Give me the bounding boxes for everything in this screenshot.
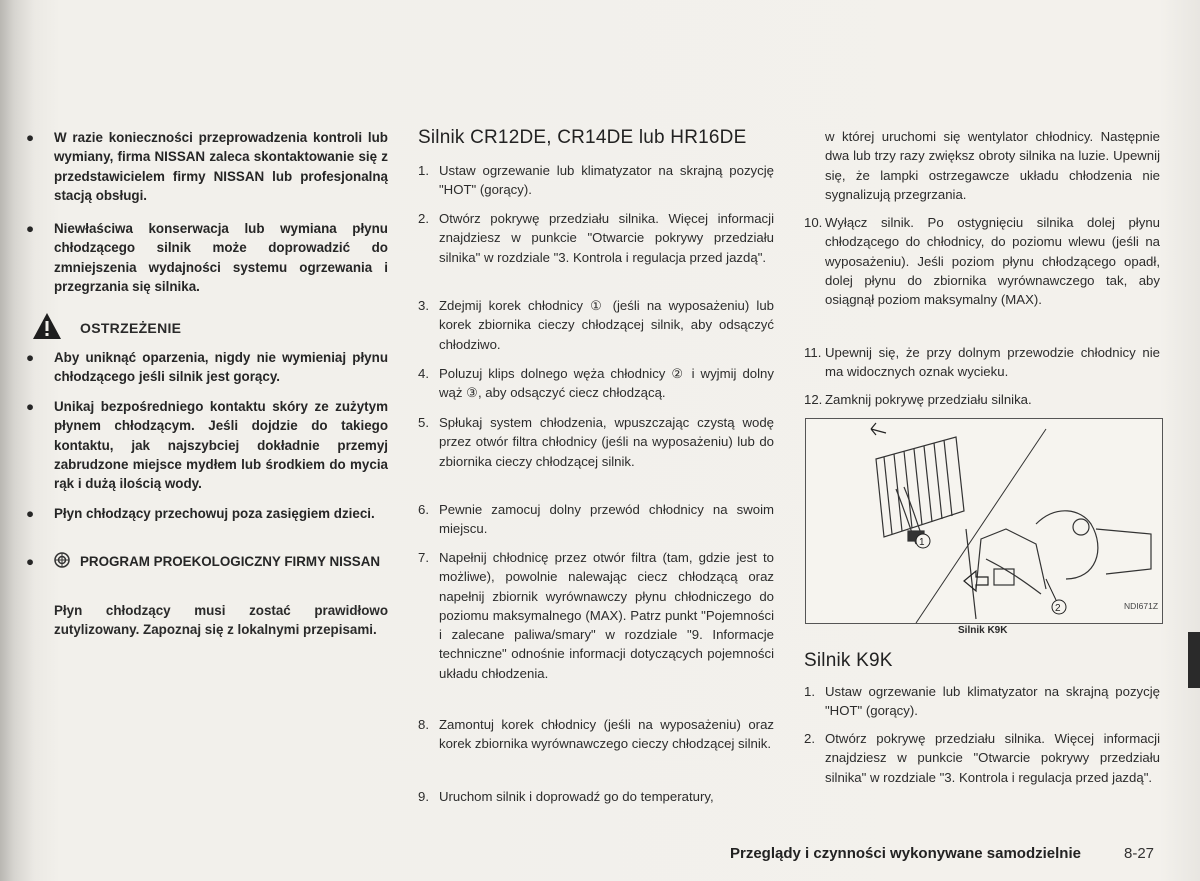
step-item	[804, 390, 1160, 409]
step-number: 2.	[418, 211, 429, 226]
figure-caption: Silnik K9K	[958, 625, 1008, 636]
step-number: 6.	[418, 502, 429, 517]
chapter-tab	[1188, 632, 1200, 688]
step-text: Poluzuj klips dolnego węża chłodnicy ② i wyjmij dolny wąż ③, aby odsączyć ciecz chłodzącą.	[439, 366, 774, 401]
step-number: 10.	[804, 215, 823, 230]
figure-code: NDI671Z	[1124, 601, 1159, 611]
warning-bullet	[28, 504, 388, 523]
step-text: Ustaw ogrzewanie lub klimatyzator na skrajną pozycję "HOT" (gorący).	[825, 684, 1160, 719]
step-number: 1.	[418, 163, 429, 178]
section-heading: Silnik K9K	[804, 650, 893, 671]
step-number: 5.	[418, 415, 429, 430]
warning-text: Unikaj bezpośredniego kontaktu skóry ze zużytym płynem chłodzącym. Jeśli dojdzie do takiego kontaktu, jak najszybciej dokładnie przemyj zabrudzone miejsce mydłem lub środkiem do mycia rąk i dużą ilością wody.	[54, 399, 388, 492]
section-heading: Silnik CR12DE, CR14DE lub HR16DE	[418, 127, 747, 148]
step-text: Zdejmij korek chłodnicy ① (jeśli na wyposażeniu) lub korek zbiornika cieczy chłodzącej silnik, aby odsączyć chłodziwo.	[439, 298, 774, 352]
warning-bullet	[28, 397, 388, 493]
bullet-dot: ●	[26, 130, 35, 145]
step-item	[418, 715, 774, 754]
step-text: Uruchom silnik i doprowadź go do temperatury,	[439, 789, 714, 804]
step-number: 3.	[418, 298, 429, 313]
warning-header	[32, 312, 362, 342]
note-text: Niewłaściwa konserwacja lub wymiana płynu chłodzącego silnik może doprowadzić do zmniejszenia wydajności systemu ogrzewania i przegrzania się silnika.	[54, 221, 388, 294]
step-item	[804, 343, 1160, 382]
step-number: 9.	[418, 789, 429, 804]
bullet-dot: ●	[26, 350, 35, 365]
eco-heading-text: PROGRAM PROEKOLOGICZNY FIRMY NISSAN	[80, 554, 381, 569]
step-text: Ustaw ogrzewanie lub klimatyzator na skrajną pozycję "HOT" (gorący).	[439, 163, 774, 198]
bullet-dot: ●	[26, 554, 35, 569]
step-item	[418, 548, 774, 683]
step-item	[418, 296, 774, 354]
step-number: 11.	[804, 345, 822, 360]
step-text: Zamknij pokrywę przedziału silnika.	[825, 392, 1032, 407]
step-number: 1.	[804, 684, 815, 699]
step-number: 2.	[804, 731, 815, 746]
page-number: 8-27	[1124, 845, 1155, 862]
step-text: Napełnij chłodnicę przez otwór filtra (tam, gdzie jest to możliwe), powolnie nalewając ciecz chłodzącą oraz napełnij zbiornik wyrównawczy płynu chłodniczego do poziomu maksymalnego (MAX). Patrz punkt "Pojemności i zalecane paliwa/smary" w rozdziale "9. Informacje techniczne" odnośnie informacji dotyczących pojemności układu chłodzenia.	[439, 550, 774, 681]
step-text: Otwórz pokrywę przedziału silnika. Więcej informacji znajdziesz w punkcie "Otwarcie pokrywy przedziału silnika" w rozdziale "3. Kontrola i regulacja przed jazdą".	[439, 211, 774, 265]
eco-text: Płyn chłodzący musi zostać prawidłowo zutylizowany. Zapoznaj się z lokalnymi przepisami.	[54, 603, 388, 638]
step-text: Spłukaj system chłodzenia, wpuszczając czystą wodę przez otwór filtra chłodnicy (jeśli na wyposażeniu) lub do zbiornika cieczy chłodzącej silnik.	[439, 415, 774, 469]
step-number: 12.	[804, 392, 823, 407]
step-item	[418, 500, 774, 539]
step-text: Otwórz pokrywę przedziału silnika. Więcej informacji znajdziesz w punkcie "Otwarcie pokrywy przedziału silnika" w rozdziale "3. Kontrola i regulacja przed jazdą".	[825, 731, 1160, 785]
step-text: Wyłącz silnik. Po ostygnięciu silnika dolej płynu chłodzącego do chłodnicy, do poziomu wlewu (jeśli na wyposażeniu). Jeśli poziom płynu chłodzącego opadł, dolej płynu do zbiornika wyrównawczego tak, aby osiągnął poziom maksymalny (MAX).	[825, 215, 1160, 308]
step-number: 8.	[418, 717, 429, 732]
bullet-dot: ●	[26, 221, 35, 236]
step-item	[418, 209, 774, 267]
eco-heading	[28, 552, 388, 571]
footer-title: Przeglądy i czynności wykonywane samodzielnie	[730, 845, 1081, 862]
step-number: 7.	[418, 550, 429, 565]
step-item	[804, 682, 1160, 721]
step-item	[804, 213, 1160, 309]
step-number: 4.	[418, 366, 429, 381]
callout-2: 2	[1055, 603, 1061, 614]
step-continuation	[804, 127, 1160, 204]
warning-label: OSTRZEŻENIE	[80, 320, 182, 336]
engine-figure	[805, 418, 1163, 624]
bullet-dot: ●	[26, 506, 35, 521]
warning-text: Płyn chłodzący przechowuj poza zasięgiem dzieci.	[54, 506, 375, 521]
note-text: W razie konieczności przeprowadzenia kontroli lub wymiany, firma NISSAN zaleca skontaktowanie się z przedstawicielem firmy NISSAN lub profesjonalną stacją obsługi.	[54, 130, 388, 203]
step-item	[418, 161, 774, 200]
step-text: w której uruchomi się wentylator chłodnicy. Następnie dwa lub trzy razy zwiększ obroty silnika na luzie. Upewnij się, że lampki ostrzegawcze układu chłodzenia nie sygnalizują przegrzania.	[825, 129, 1160, 202]
step-item	[804, 729, 1160, 787]
recycle-icon	[54, 552, 70, 568]
step-text: Zamontuj korek chłodnicy (jeśli na wyposażeniu) oraz korek zbiornika wyrównawczego cieczy chłodzącej silnik.	[439, 717, 774, 752]
step-item	[418, 787, 774, 806]
note-bullet	[28, 219, 388, 296]
radiator-illustration	[806, 419, 1162, 623]
step-item	[418, 364, 774, 403]
step-text: Upewnij się, że przy dolnym przewodzie chłodnicy nie ma widocznych oznak wycieku.	[825, 345, 1160, 380]
warning-text: Aby uniknąć oparzenia, nigdy nie wymieniaj płynu chłodzącego jeśli silnik jest gorący.	[54, 350, 388, 385]
warning-bullet	[28, 348, 388, 387]
bullet-dot: ●	[26, 399, 35, 414]
callout-1: 1	[919, 537, 925, 548]
step-item	[418, 413, 774, 471]
step-text: Pewnie zamocuj dolny przewód chłodnicy na swoim miejscu.	[439, 502, 774, 537]
note-bullet	[28, 128, 388, 205]
warning-icon	[32, 312, 62, 340]
